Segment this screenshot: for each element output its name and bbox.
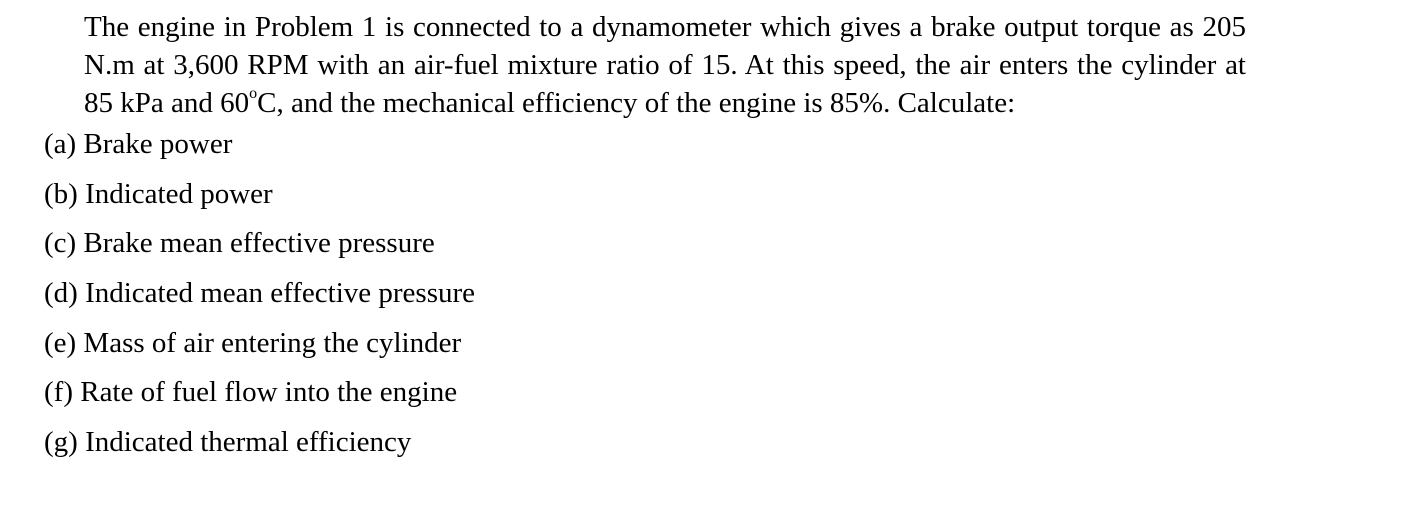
question-part-g: (g) Indicated thermal efficiency xyxy=(44,426,412,459)
question-part-a: (a) Brake power xyxy=(44,128,233,160)
intro-text-before-degree: The engine in Problem 1 is connected to a dynamometer which gives a brake output torque as 205 N.m at 3,600 RPM with an air-fuel mixture ratio of 15. At this speed, the air enters the cylinder at 85 kPa and 60 xyxy=(84,11,1246,119)
question-part-f: (f) Rate of fuel flow into the engine xyxy=(44,376,458,409)
problem-statement xyxy=(84,8,1246,122)
question-part-e: (e) Mass of air entering the cylinder xyxy=(44,326,462,359)
question-part-d: (d) Indicated mean effective pressure xyxy=(44,277,476,310)
intro-text-after-degree: C, and the mechanical efficiency of the engine is 85%. Calculate: xyxy=(257,87,1016,119)
question-part-c: (c) Brake mean effective pressure xyxy=(44,227,435,260)
degree-mark: o xyxy=(249,85,258,103)
problem-intro xyxy=(84,8,1246,122)
question-parts-list xyxy=(44,127,475,475)
question-part-b: (b) Indicated power xyxy=(44,177,273,210)
